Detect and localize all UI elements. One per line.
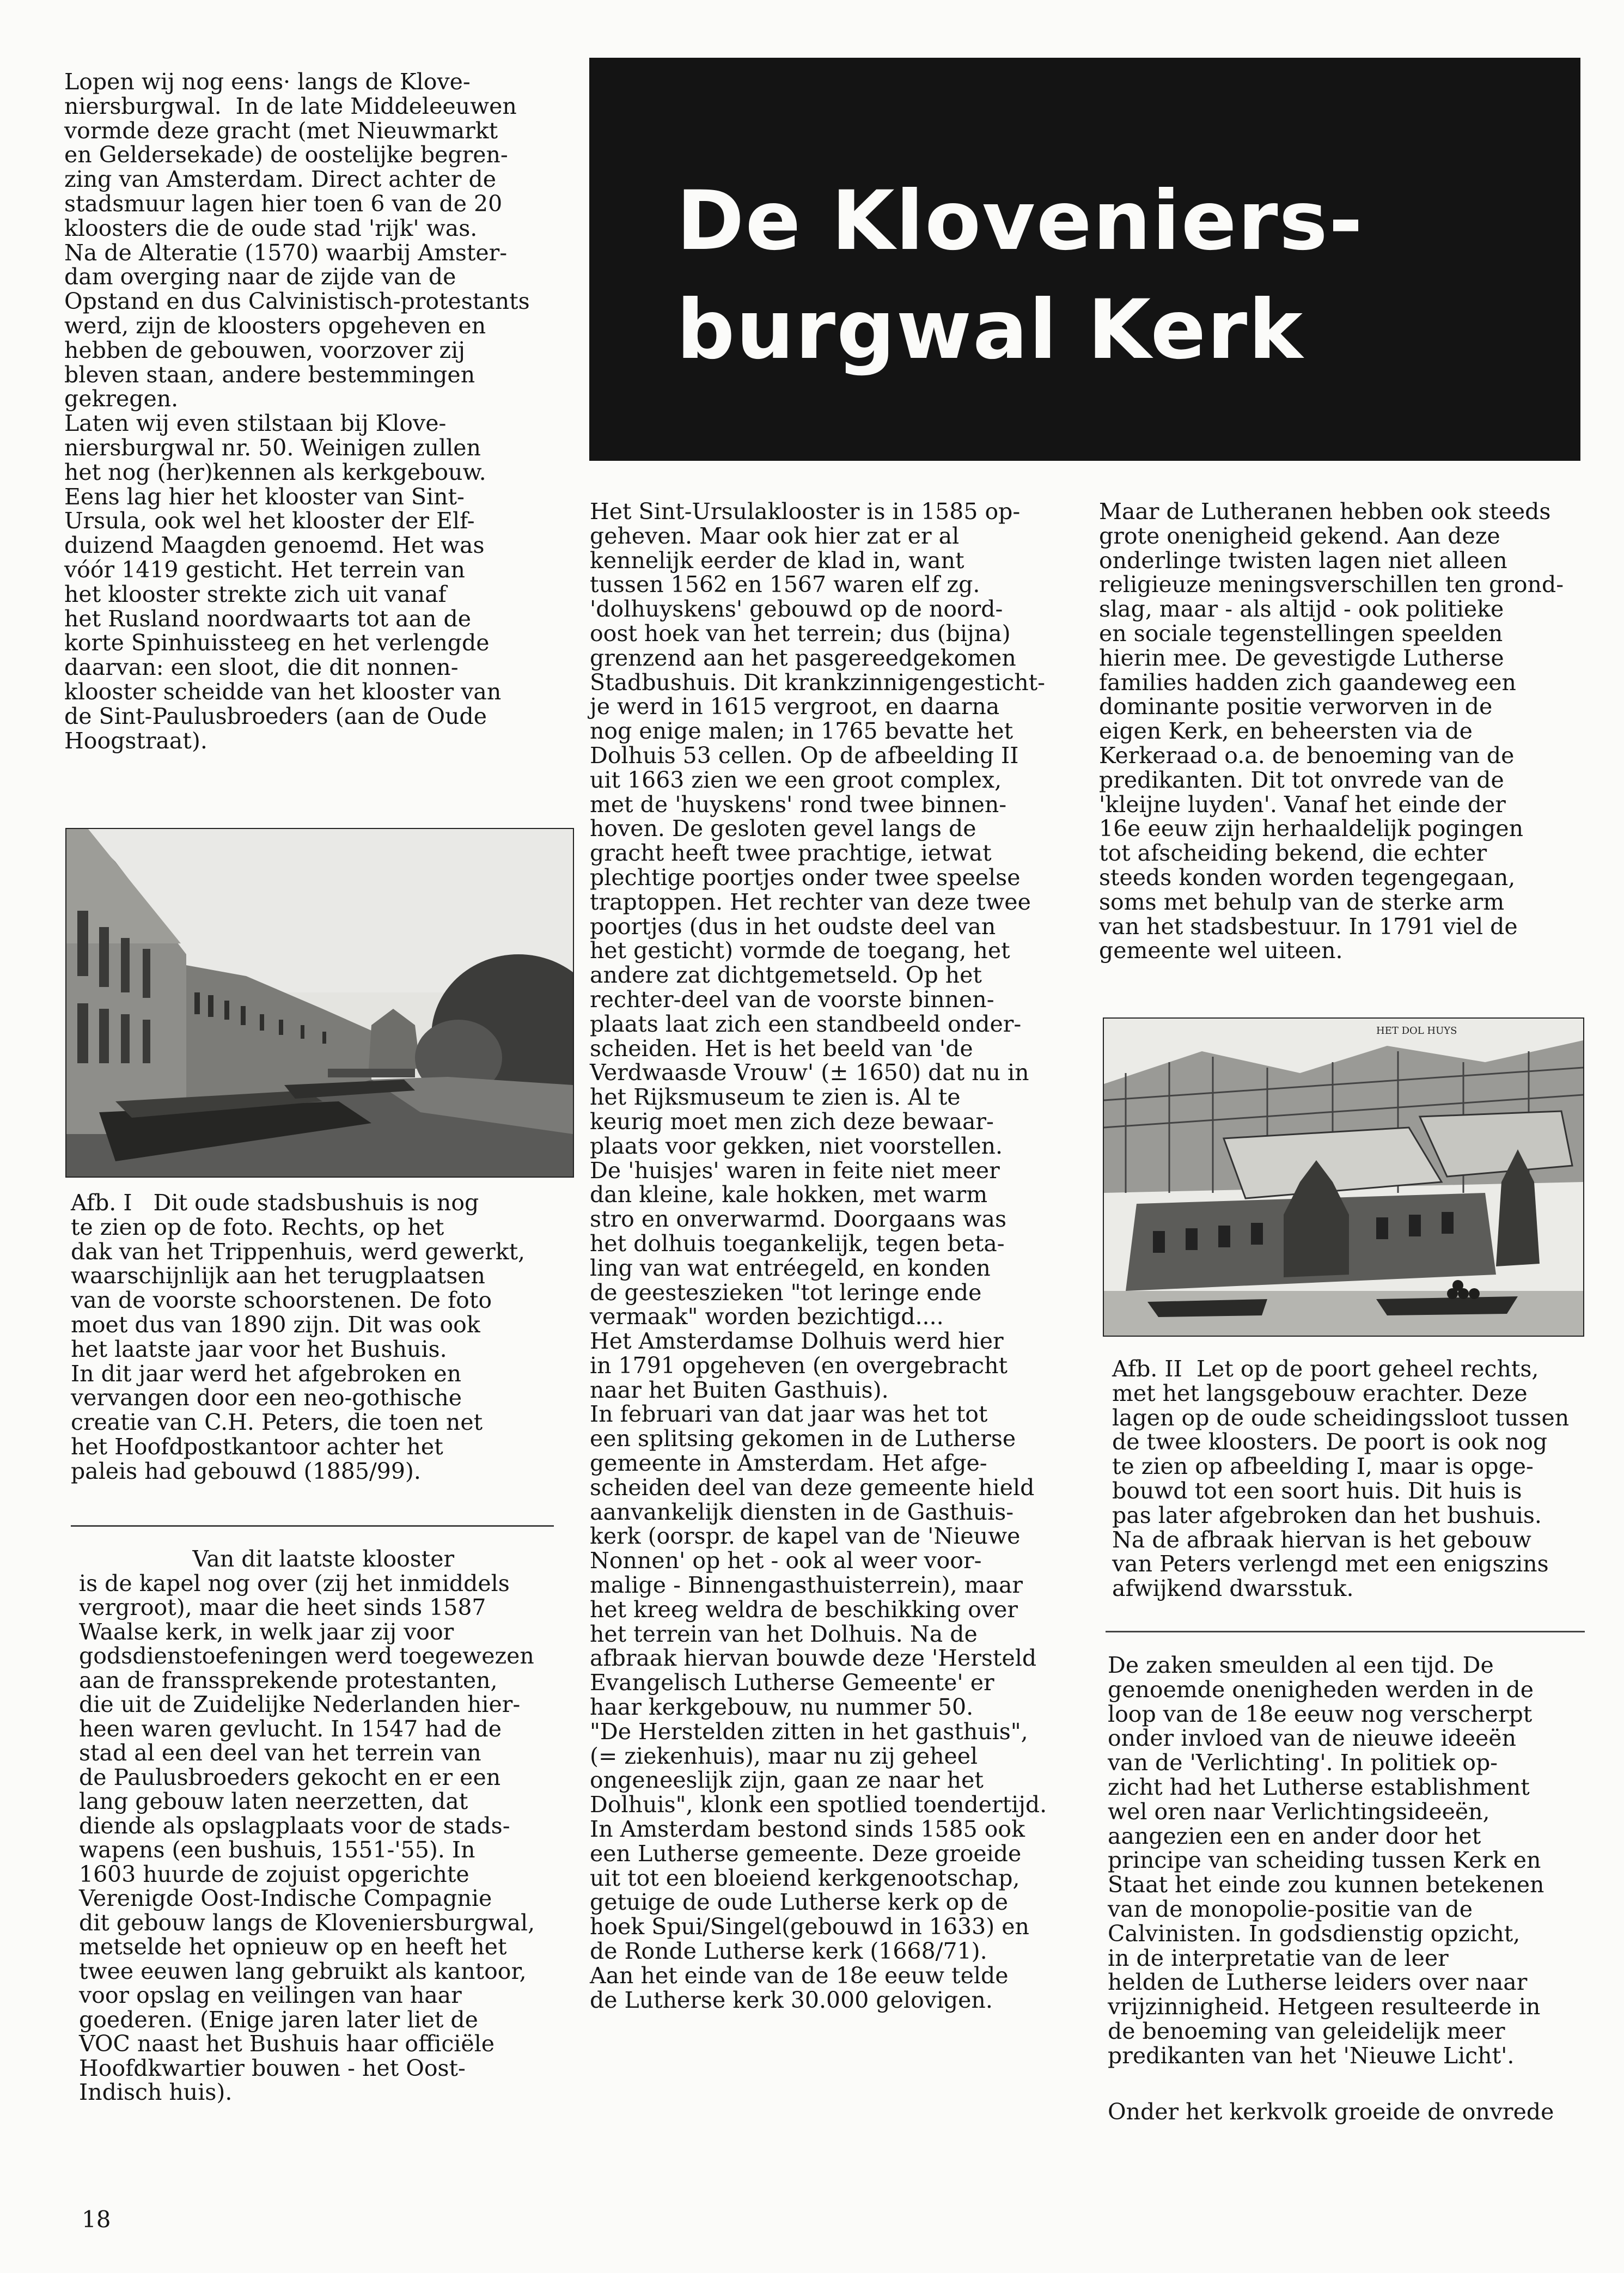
text-line: haar kerkgebouw, nu nummer 50.: [590, 1694, 974, 1721]
text-line: loop van de 18e eeuw nog verscherpt: [1108, 1701, 1533, 1727]
text-line: hoven. De gesloten gevel langs de: [590, 815, 976, 842]
text-line: Kerkeraad o.a. de benoeming van de: [1099, 742, 1515, 769]
text-line: soms met behulp van de sterke arm: [1099, 888, 1505, 915]
text-line: de Lutherse kerk 30.000 gelovigen.: [590, 1986, 993, 2013]
text-line: predikanten. Dit tot onvrede van de: [1099, 766, 1504, 793]
text-line: vermaak" worden bezichtigd....: [590, 1303, 944, 1330]
text-line: is de kapel nog over (zij het inmiddels: [79, 1570, 510, 1596]
figure-1-caption-text: [71, 1191, 525, 1484]
text-line: het dolhuis toegankelijk, tegen beta-: [590, 1230, 1005, 1257]
text-line: plaats voor gekken, niet voorstellen.: [590, 1132, 1003, 1159]
text-line: In dit jaar werd het afgebroken en: [71, 1360, 462, 1387]
text-line: het gesticht) vormde de toegang, het: [590, 937, 1010, 964]
text-line: afwijkend dwarsstuk.: [1112, 1575, 1354, 1602]
text-line: plechtige poortjes onder twee speelse: [590, 864, 1021, 891]
text-line: in 1791 opgeheven (en overgebracht: [590, 1352, 1008, 1379]
text-line: kerk (oorspr. de kapel van de 'Nieuwe: [590, 1523, 1021, 1550]
text-line: predikanten van het 'Nieuwe Licht'.: [1108, 2042, 1515, 2069]
text-line: uit tot een bloeiend kerkgenootschap,: [590, 1864, 1020, 1891]
text-line: lagen op de oude scheidingssloot tussen: [1112, 1404, 1570, 1431]
column-3: [1099, 499, 1564, 963]
text-line: "De Herstelden zitten in het gasthuis",: [590, 1718, 1028, 1745]
text-line: heen waren gevlucht. In 1547 had de: [79, 1715, 502, 1742]
text-line: zicht had het Lutherse establishment: [1108, 1774, 1530, 1800]
text-line: de Sint-Paulusbroeders (aan de Oude: [64, 703, 487, 729]
text-line: Eens lag hier het klooster van Sint-: [64, 483, 465, 510]
column-1-body: [79, 1547, 535, 2105]
text-line: 'dolhuyskens' gebouwd op de noord-: [590, 596, 1003, 623]
text-line: kloosters die de oude stad 'rijk' was.: [64, 215, 478, 241]
text-line: de benoeming van geleidelijk meer: [1108, 2018, 1505, 2044]
figure-2-caption: [1112, 1357, 1569, 1601]
text-line: Laten wij even stilstaan bij Klove-: [64, 410, 447, 437]
page-number: 18: [82, 2206, 111, 2233]
text-line: zing van Amsterdam. Direct achter de: [64, 166, 496, 193]
text-line: voor opslag en veilingen van haar: [79, 1982, 462, 2008]
text-line: de Paulusbroeders gekocht en er een: [79, 1764, 501, 1790]
text-line: van Peters verlengd met een enigszins: [1112, 1551, 1549, 1577]
text-line: Hoofdkwartier bouwen - het Oost-: [79, 2055, 466, 2081]
text-line: De 'huisjes' waren in feite niet meer: [590, 1157, 1000, 1184]
text-line: poortjes (dus in het oudste deel van: [590, 913, 996, 940]
article-title-line-1: De Kloveniers-: [676, 174, 1364, 269]
text-line: Indisch huis).: [79, 2079, 233, 2105]
text-line: een splitsing gekomen in de Lutherse: [590, 1425, 1016, 1452]
figure-2-engraving: [1103, 1017, 1584, 1337]
text-line: geheven. Maar ook hier zat er al: [590, 522, 960, 549]
text-line: plaats laat zich een standbeeld onder-: [590, 1010, 1022, 1037]
text-line: pas later afgebroken dan het bushuis.: [1112, 1502, 1542, 1528]
text-line: van het stadsbestuur. In 1791 viel de: [1099, 913, 1518, 940]
text-line: wel oren naar Verlichtingsideeën,: [1108, 1798, 1490, 1825]
text-line: 16e eeuw zijn herhaaldelijk pogingen: [1099, 815, 1523, 842]
text-line: aangezien een en ander door het: [1108, 1823, 1481, 1849]
text-line: Verdwaasde Vrouw' (± 1650) dat nu in: [590, 1059, 1029, 1086]
text-line: hierin mee. De gevestigde Lutherse: [1099, 644, 1504, 671]
text-line: Maar de Lutheranen hebben ook steeds: [1099, 498, 1551, 525]
text-line: Van dit laatste klooster: [79, 1546, 455, 1572]
text-line: gemeente wel uiteen.: [1099, 937, 1343, 964]
text-line: het klooster strekte zich uit vanaf: [64, 581, 447, 607]
text-line: onder invloed van de nieuwe ideeën: [1108, 1725, 1516, 1752]
figure-1-photo: [65, 828, 574, 1178]
text-line: met de 'huyskens' rond twee binnen-: [590, 791, 1007, 818]
text-line: Calvinisten. In godsdienstig opzicht,: [1108, 1920, 1521, 1947]
text-line: genoemde onenigheden werden in de: [1108, 1676, 1534, 1703]
text-line: Verenigde Oost-Indische Compagnie: [79, 1885, 492, 1911]
text-line: te zien op de foto. Rechts, op het: [71, 1214, 444, 1240]
text-line: het Hoofdpostkantoor achter het: [71, 1433, 443, 1460]
text-line: lang gebouw laten neerzetten, dat: [79, 1788, 468, 1814]
text-line: dam overging naar de zijde van de: [64, 264, 456, 290]
text-line: VOC naast het Bushuis haar officiële: [79, 2031, 495, 2057]
column-3-last-line: [1108, 2100, 1554, 2124]
text-line: malige - Binnengasthuisterrein), maar: [590, 1572, 1023, 1599]
text-line: en Geldersekade) de oostelijke begren-: [64, 142, 508, 168]
text-line: van de 'Verlichting'. In politiek op-: [1108, 1750, 1498, 1776]
text-line: van de voorste schoorstenen. De foto: [71, 1287, 492, 1314]
text-line: de Ronde Lutherse kerk (1668/71).: [590, 1938, 987, 1965]
text-line: in de interpretatie van de leer: [1108, 1945, 1449, 1971]
text-line: ongeneeslijk zijn, gaan ze naar het: [590, 1767, 984, 1794]
column-3-body-2: [1108, 1653, 1544, 2068]
column-2-text: [590, 499, 1047, 2012]
text-line: hebben de gebouwen, voorzover zij: [64, 337, 465, 363]
text-line: Waalse kerk, in welk jaar zij voor: [79, 1618, 454, 1645]
column-3-divider: [1106, 1631, 1585, 1632]
text-line: Dolhuis 53 cellen. Op de afbeelding II: [590, 742, 1019, 769]
text-line: vóór 1419 gesticht. Het terrein van: [64, 556, 465, 583]
text-line: metselde het opnieuw op en heeft het: [79, 1934, 507, 1960]
figure-1-canal-scene: [66, 829, 573, 1177]
text-line: stadsmuur lagen hier toen 6 van de 20: [64, 190, 503, 217]
text-line: de geesteszieken "tot leringe ende: [590, 1279, 982, 1306]
text-line: onderlinge twisten lagen niet alleen: [1099, 547, 1507, 574]
text-line: creatie van C.H. Peters, die toen net: [71, 1409, 483, 1436]
text-line: duizend Maagden genoemd. Het was: [64, 532, 485, 559]
text-line: dak van het Trippenhuis, werd gewerkt,: [71, 1238, 526, 1265]
text-line: werd, zijn de kloosters opgeheven en: [64, 312, 486, 339]
text-line: Lopen wij nog eens· langs de Klove-: [64, 69, 471, 95]
column-3-text-2: [1108, 1653, 1544, 2068]
column-2: [590, 499, 1047, 2012]
text-line: paleis had gebouwd (1885/99).: [71, 1458, 421, 1484]
text-line: Het Sint-Ursulaklooster is in 1585 op-: [590, 498, 1021, 525]
text-line: waarschijnlijk aan het terugplaatsen: [71, 1263, 485, 1289]
text-line: het nog (her)kennen als kerkgebouw.: [64, 459, 486, 485]
text-line: De zaken smeulden al een tijd. De: [1108, 1652, 1494, 1678]
text-line: vrijzinnigheid. Hetgeen resulteerde in: [1108, 1994, 1541, 2020]
text-line: Afb. II Let op de poort geheel rechts,: [1112, 1356, 1539, 1382]
text-line: andere zat dichtgemetseld. Op het: [590, 962, 982, 989]
text-line: traptoppen. Het rechter van deze twee: [590, 888, 1031, 915]
text-line: Na de afbraak hiervan is het gebouw: [1112, 1526, 1531, 1553]
text-line: Aan het einde van de 18e eeuw telde: [590, 1962, 1009, 1989]
text-line: In februari van dat jaar was het tot: [590, 1401, 988, 1428]
text-line: 1603 huurde de zojuist opgerichte: [79, 1861, 469, 1887]
text-line: vormde deze gracht (met Nieuwmarkt: [64, 117, 498, 144]
text-line: Ursula, ook wel het klooster der Elf-: [64, 508, 475, 534]
text-line: grenzend aan het pasgereedgekomen: [590, 644, 1016, 671]
text-line: niersburgwal. In de late Middeleeuwen: [64, 93, 517, 119]
text-line: die uit de Zuidelijke Nederlanden hier-: [79, 1691, 521, 1717]
column-1-body-text: [79, 1547, 535, 2105]
text-line: principe van scheiding tussen Kerk en: [1108, 1847, 1541, 1874]
text-line: van de monopolie-positie van de: [1108, 1896, 1473, 1922]
text-line: steeds konden worden tegengegaan,: [1099, 864, 1516, 891]
text-line: godsdienstoefeningen werd toegewezen: [79, 1643, 534, 1669]
text-line: getuige de oude Lutherse kerk op de: [590, 1889, 1008, 1916]
text-line: naar het Buiten Gasthuis).: [590, 1376, 889, 1403]
text-line: dominante positie verworven in de: [1099, 693, 1493, 720]
text-line: vergroot), maar die heet sinds 1587: [79, 1594, 486, 1620]
text-line: dit gebouw langs de Kloveniersburgwal,: [79, 1909, 535, 1936]
text-line: Afb. I Dit oude stadsbushuis is nog: [71, 1190, 479, 1216]
text-line: aanvankelijk diensten in de Gasthuis-: [590, 1498, 1014, 1525]
text-line: gemeente in Amsterdam. Het afge-: [590, 1450, 987, 1477]
text-line: het kreeg weldra de beschikking over: [590, 1596, 1018, 1623]
text-line: 'kleijne luyden'. Vanaf het einde der: [1099, 791, 1506, 818]
title-block: [589, 58, 1580, 461]
text-line: Stadbushuis. Dit krankzinnigengesticht-: [590, 669, 1045, 696]
text-line: het laatste jaar voor het Bushuis.: [71, 1336, 447, 1362]
text-line: niersburgwal nr. 50. Weinigen zullen: [64, 434, 481, 461]
text-line: keurig moet men zich deze bewaar-: [590, 1108, 994, 1135]
column-1-divider: [71, 1525, 554, 1527]
text-line: scheiden. Het is het beeld van 'de: [590, 1035, 973, 1062]
engraving-label: HET DOL HUYS: [1376, 1025, 1457, 1037]
text-line: Evangelisch Lutherse Gemeente' er: [590, 1669, 994, 1696]
text-line: stad al een deel van het terrein van: [79, 1740, 481, 1766]
text-line: wapens (een bushuis, 1551-'55). In: [79, 1837, 475, 1863]
text-line: tot afscheiding bekend, die echter: [1099, 840, 1487, 867]
text-line: Staat het einde zou kunnen betekenen: [1108, 1872, 1544, 1898]
text-line: grote onenigheid gekend. Aan deze: [1099, 522, 1500, 549]
column-1: [64, 70, 530, 753]
text-line: te zien op afbeelding I, maar is opge-: [1112, 1453, 1534, 1480]
column-3-text-1: [1099, 499, 1564, 963]
column-3-last-line-text: Onder het kerkvolk groeide de onvrede: [1108, 2099, 1554, 2125]
text-line: het Rijksmuseum te zien is. Al te: [590, 1084, 961, 1111]
text-line: vervangen door een neo-gothische: [71, 1385, 462, 1411]
text-line: kennelijk eerder de klad in, want: [590, 547, 964, 574]
text-line: Het Amsterdamse Dolhuis werd hier: [590, 1328, 1004, 1355]
text-line: moet dus van 1890 zijn. Dit was ook: [71, 1311, 480, 1338]
text-line: Opstand en dus Calvinistisch-protestants: [64, 288, 530, 315]
text-line: gracht heeft twee prachtige, ietwat: [590, 840, 992, 867]
text-line: (= ziekenhuis), maar nu zij geheel: [590, 1742, 978, 1769]
text-line: korte Spinhuissteeg en het verlengde: [64, 630, 490, 656]
text-line: de twee kloosters. De poort is ook nog: [1112, 1429, 1548, 1455]
text-line: twee eeuwen lang gebruikt als kantoor,: [79, 1958, 527, 1984]
text-line: religieuze meningsverschillen ten grond-: [1099, 571, 1564, 598]
text-line: uit 1663 zien we een groot complex,: [590, 766, 1002, 793]
figure-2-caption-text: [1112, 1357, 1569, 1601]
text-line: In Amsterdam bestond sinds 1585 ook: [590, 1816, 1025, 1843]
figure-2-dolhuis-complex: [1104, 1019, 1583, 1336]
text-line: slag, maar - als altijd - ook politieke: [1099, 596, 1504, 623]
text-line: hoek Spui/Singel(gebouwd in 1633) en: [590, 1914, 1029, 1940]
text-line: Hoogstraat).: [64, 727, 207, 754]
article-title: [676, 167, 1364, 385]
text-line: oost hoek van het terrein; dus (bijna): [590, 620, 1011, 647]
text-line: diende als opslagplaats voor de stads-: [79, 1812, 510, 1839]
text-line: scheiden deel van deze gemeente hield: [590, 1474, 1035, 1501]
text-line: het terrein van het Dolhuis. Na de: [590, 1620, 978, 1647]
intro-paragraph: [64, 70, 530, 753]
figure-1-caption: [71, 1191, 525, 1484]
text-line: met het langsgebouw erachter. Deze: [1112, 1380, 1528, 1406]
text-line: nog enige malen; in 1765 bevatte het: [590, 718, 1014, 745]
text-line: families hadden zich gaandeweg een: [1099, 669, 1516, 696]
text-line: Dolhuis", klonk een spotlied toendertijd.: [590, 1791, 1047, 1818]
text-line: Na de Alteratie (1570) waarbij Amster-: [64, 239, 508, 266]
text-line: daarvan: een sloot, die dit nonnen-: [64, 654, 459, 681]
text-line: bouwd tot een soort huis. Dit huis is: [1112, 1477, 1522, 1504]
text-line: ling van wat entréegeld, en konden: [590, 1254, 991, 1281]
text-line: gekregen.: [64, 386, 179, 412]
article-title-line-2: burgwal Kerk: [676, 283, 1304, 377]
text-line: het Rusland noordwaarts tot aan de: [64, 605, 471, 632]
text-line: eigen Kerk, en beheersten via de: [1099, 718, 1473, 745]
text-line: een Lutherse gemeente. Deze groeide: [590, 1840, 1022, 1867]
text-line: rechter-deel van de voorste binnen-: [590, 986, 994, 1013]
text-line: stro en onverwarmd. Doorgaans was: [590, 1206, 1007, 1233]
text-line: goederen. (Enige jaren later liet de: [79, 2006, 478, 2033]
text-line: tussen 1562 en 1567 waren elf zg.: [590, 571, 980, 598]
text-line: aan de franssprekende protestanten,: [79, 1667, 498, 1693]
text-line: je werd in 1615 vergroot, en daarna: [590, 693, 1000, 720]
text-line: en sociale tegenstellingen speelden: [1099, 620, 1503, 647]
text-line: afbraak hiervan bouwde deze 'Hersteld: [590, 1645, 1037, 1672]
text-line: bleven staan, andere bestemmingen: [64, 361, 475, 388]
text-line: helden de Lutherse leiders over naar: [1108, 1969, 1528, 1996]
text-line: Nonnen' op het - ook al weer voor-: [590, 1547, 982, 1574]
text-line: dan kleine, kale hokken, met warm: [590, 1181, 988, 1208]
text-line: klooster scheidde van het klooster van: [64, 678, 502, 705]
